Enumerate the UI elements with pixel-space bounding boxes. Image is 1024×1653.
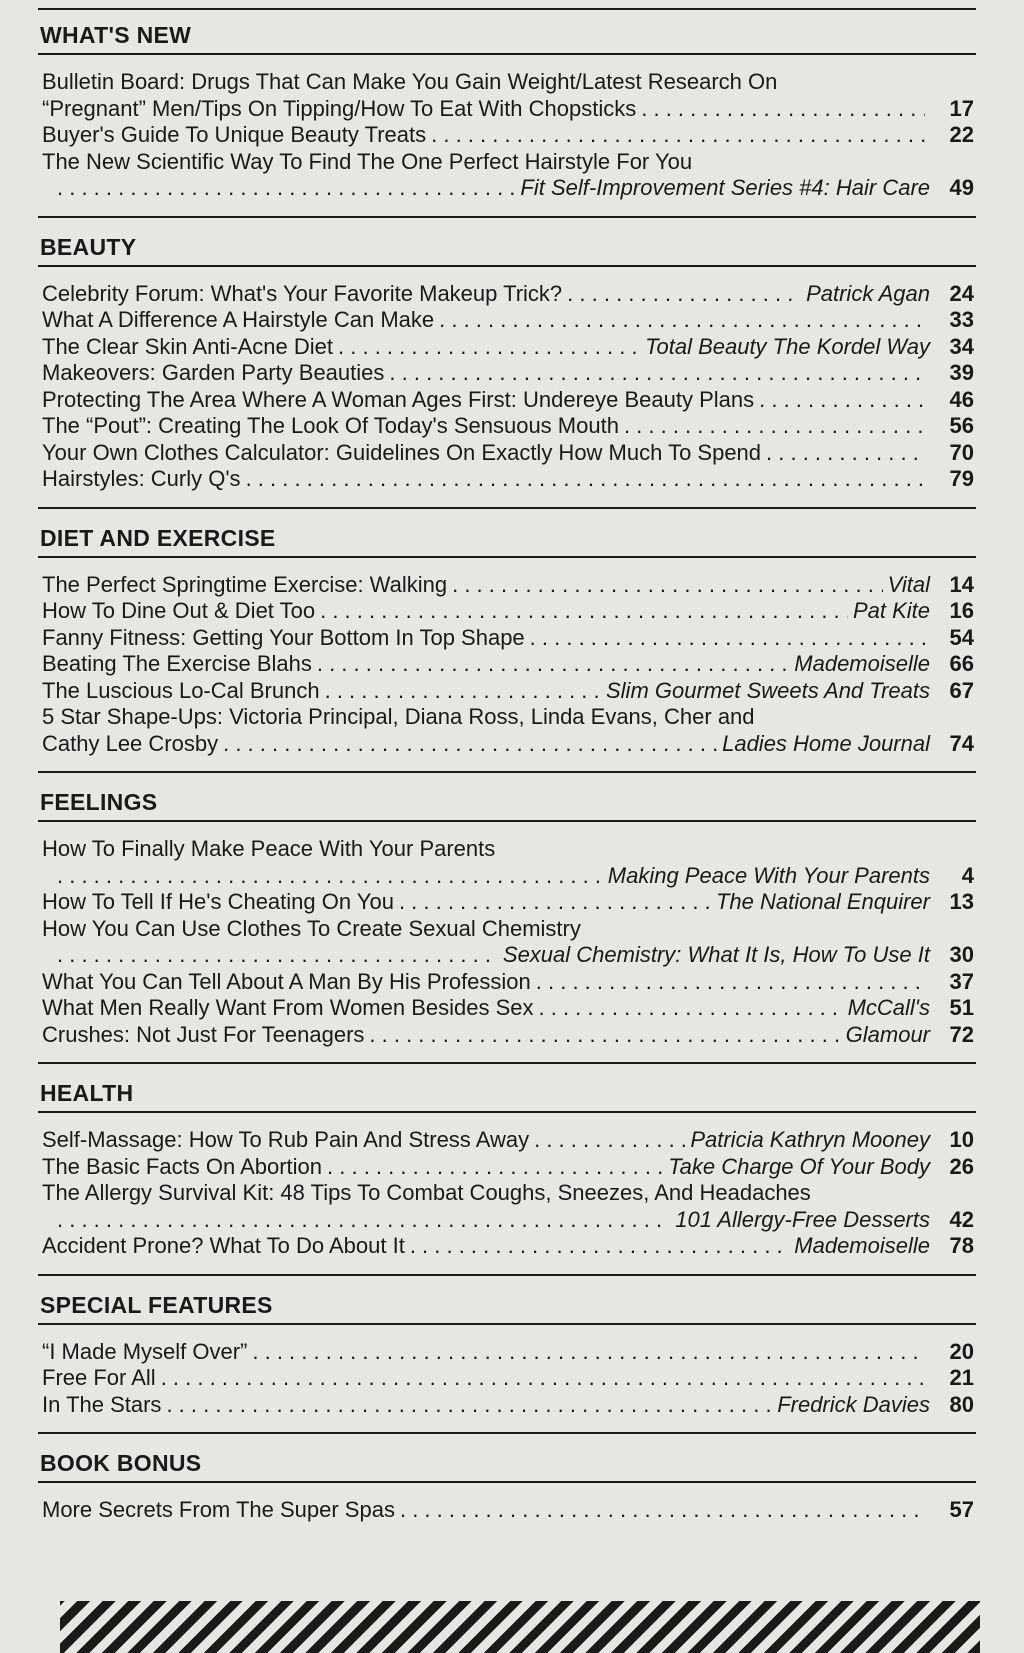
entry-title: Hairstyles: Curly Q's (42, 466, 241, 491)
toc-entry (42, 651, 974, 678)
entry-title: The Luscious Lo-Cal Brunch (42, 677, 320, 703)
entry-title: How To Tell If He's Cheating On You (42, 889, 394, 914)
entry-source: Pat Kite (852, 598, 930, 623)
toc-entry (42, 69, 974, 122)
entry-line (42, 1207, 974, 1234)
dot-leader (369, 1022, 840, 1049)
dot-leader (57, 1207, 670, 1234)
page-number: 24 (949, 280, 974, 306)
page-number: 14 (949, 571, 974, 597)
entry-source: Glamour (845, 1021, 930, 1047)
section-divider (38, 507, 976, 509)
entry-title: Bulletin Board: Drugs That Can Make You Gain Weight/Latest Research On (42, 69, 778, 94)
section-divider (38, 1432, 976, 1434)
section-divider (38, 216, 976, 218)
toc-entry (42, 334, 974, 361)
page-number: 56 (949, 413, 974, 438)
page-number: 17 (949, 95, 974, 121)
entry-line (42, 889, 974, 916)
entry-line (42, 916, 974, 943)
entry-title: How To Dine Out & Diet Too (42, 598, 316, 623)
toc-entry (42, 1497, 974, 1524)
page-number: 16 (949, 598, 974, 623)
page-number: 4 (961, 862, 974, 888)
section-title: SPECIAL FEATURES (38, 1292, 976, 1325)
entry-line (42, 307, 974, 334)
page-number: 51 (949, 995, 974, 1020)
entry-title: Your Own Clothes Calculator: Guidelines On Exactly How Much To Spend (42, 439, 762, 465)
page-number: 13 (949, 889, 974, 914)
entry-line (42, 440, 974, 467)
dot-leader (410, 1233, 789, 1260)
toc-entry (42, 413, 974, 440)
entry-title: Self-Massage: How To Rub Pain And Stress Away (42, 1127, 530, 1152)
entry-line (42, 1127, 974, 1154)
toc-entry (42, 466, 974, 493)
entry-source: Making Peace With Your Parents (607, 862, 930, 888)
entry-source: Ladies Home Journal (722, 730, 930, 756)
entry-title: What You Can Tell About A Man By His Profession (42, 968, 531, 994)
page-number: 72 (949, 1021, 974, 1047)
dot-leader (452, 572, 882, 599)
entry-source: Take Charge Of Your Body (668, 1153, 930, 1179)
entry-line (42, 149, 974, 176)
entry-line (42, 175, 974, 202)
toc-entry (42, 1233, 974, 1260)
page-number: 49 (949, 175, 974, 200)
entry-line (42, 360, 974, 387)
entry-line (42, 387, 974, 414)
entry-title: Cathy Lee Crosby (42, 730, 219, 756)
toc-entry (42, 387, 974, 414)
dot-leader (325, 678, 601, 705)
entry-title: Protecting The Area Where A Woman Ages First: Undereye Beauty Plans (42, 386, 755, 412)
toc-entry (42, 1365, 974, 1392)
entry-list (38, 281, 976, 493)
entry-list (38, 1339, 976, 1419)
entry-line (42, 678, 974, 705)
toc-section (38, 525, 976, 774)
entry-title: What A Difference A Hairstyle Can Make (42, 307, 435, 332)
entry-title: Beating The Exercise Blahs (42, 651, 312, 676)
entry-line (42, 281, 974, 308)
entry-title: Accident Prone? What To Do About It (42, 1233, 405, 1258)
entry-line (42, 1365, 974, 1392)
page-number: 33 (949, 307, 974, 332)
dot-leader (539, 995, 843, 1022)
page-number: 66 (949, 651, 974, 676)
entry-line (42, 836, 974, 863)
toc-entry (42, 440, 974, 467)
entry-source: Fit Self-Improvement Series #4: Hair Care (520, 175, 930, 200)
toc-entry (42, 1392, 974, 1419)
toc-entry (42, 1339, 974, 1366)
top-rule (38, 8, 976, 10)
dot-leader (399, 889, 711, 916)
dot-leader (252, 1339, 925, 1366)
entry-source: Vital (887, 571, 930, 597)
entry-title: The “Pout”: Creating The Look Of Today's Sensuous Mouth (42, 413, 619, 438)
section-divider (38, 771, 976, 773)
section-divider (38, 1062, 976, 1064)
toc-section (38, 1080, 976, 1276)
page-number: 67 (949, 677, 974, 703)
page-number: 34 (949, 333, 974, 359)
section-title: WHAT'S NEW (38, 22, 976, 55)
dot-leader (57, 863, 603, 890)
entry-list (38, 1127, 976, 1260)
page-number: 46 (949, 386, 974, 412)
entry-title: What Men Really Want From Women Besides Sex (42, 995, 534, 1020)
entry-title: Fanny Fitness: Getting Your Bottom In Top Shape (42, 624, 525, 650)
entry-source: Sexual Chemistry: What It Is, How To Use It (502, 942, 930, 967)
page-number: 54 (949, 624, 974, 650)
page-number: 42 (949, 1206, 974, 1232)
entry-source: Fredrick Davies (777, 1391, 930, 1417)
toc-entry (42, 149, 974, 202)
toc-entry (42, 678, 974, 705)
entry-line (42, 466, 974, 493)
page-number: 74 (949, 730, 974, 756)
dot-leader (439, 307, 925, 334)
toc-entry (42, 1180, 974, 1233)
toc-entry (42, 1127, 974, 1154)
dot-leader (57, 175, 515, 202)
page-number: 39 (949, 360, 974, 385)
dot-leader (530, 625, 925, 652)
toc-entry (42, 1022, 974, 1049)
entry-line (42, 1392, 974, 1419)
toc-entry (42, 572, 974, 599)
toc-entry (42, 307, 974, 334)
entry-line (42, 1339, 974, 1366)
toc-entry (42, 281, 974, 308)
dot-leader (246, 466, 925, 493)
entry-source: Total Beauty The Kordel Way (645, 333, 930, 359)
entry-line (42, 625, 974, 652)
dot-leader (320, 598, 848, 625)
toc-section (38, 22, 976, 218)
page-number: 30 (949, 942, 974, 967)
toc-section (38, 234, 976, 509)
dot-leader (327, 1154, 663, 1181)
entry-line (42, 1154, 974, 1181)
entry-line (42, 1497, 974, 1524)
entry-title: “Pregnant” Men/Tips On Tipping/How To Eat With Chopsticks (42, 95, 637, 121)
entry-line (42, 334, 974, 361)
entry-title: The New Scientific Way To Find The One Perfect Hairstyle For You (42, 148, 693, 174)
dot-leader (431, 122, 925, 149)
dot-leader (536, 969, 925, 996)
entry-line (42, 863, 974, 890)
dot-leader (766, 440, 925, 467)
toc-entry (42, 916, 974, 969)
dot-leader (400, 1497, 925, 1524)
section-title: FEELINGS (38, 789, 976, 822)
dot-leader (567, 281, 801, 308)
dot-leader (338, 334, 640, 361)
entry-title: Buyer's Guide To Unique Beauty Treats (42, 122, 427, 147)
entry-title: “I Made Myself Over” (42, 1338, 248, 1364)
page-number: 20 (949, 1338, 974, 1364)
entry-title: Celebrity Forum: What's Your Favorite Makeup Trick? (42, 280, 563, 306)
dot-leader (534, 1127, 685, 1154)
entry-title: Free For All (42, 1365, 156, 1390)
toc-entry (42, 995, 974, 1022)
toc-entry (42, 122, 974, 149)
entry-line (42, 731, 974, 758)
toc-section (38, 1450, 976, 1524)
dot-leader (641, 96, 925, 123)
toc-section (38, 1292, 976, 1435)
entry-source: Slim Gourmet Sweets And Treats (606, 677, 930, 703)
decorative-stripe-bar (60, 1601, 980, 1653)
entry-line (42, 704, 974, 731)
entry-list (38, 836, 976, 1048)
section-title: BEAUTY (38, 234, 976, 267)
dot-leader (389, 360, 925, 387)
toc-entry (42, 836, 974, 889)
entry-title: The Basic Facts On Abortion (42, 1153, 323, 1179)
entry-line (42, 413, 974, 440)
page-number: 21 (949, 1365, 974, 1390)
entry-source: Mademoiselle (794, 1233, 930, 1258)
entry-title: In The Stars (42, 1391, 162, 1417)
page-number: 79 (949, 466, 974, 491)
page-number: 70 (949, 439, 974, 465)
toc-entry (42, 625, 974, 652)
toc-entry (42, 889, 974, 916)
dot-leader (161, 1365, 925, 1392)
entry-source: The National Enquirer (715, 889, 930, 914)
section-title: HEALTH (38, 1080, 976, 1113)
entry-title: The Allergy Survival Kit: 48 Tips To Combat Coughs, Sneezes, And Headaches (42, 1180, 811, 1205)
entry-line (42, 1233, 974, 1260)
entry-title: Crushes: Not Just For Teenagers (42, 1021, 365, 1047)
dot-leader (317, 651, 789, 678)
entry-title: The Clear Skin Anti-Acne Diet (42, 333, 334, 359)
dot-leader (223, 731, 717, 758)
page-number: 37 (949, 968, 974, 994)
page-number: 57 (949, 1497, 974, 1522)
section-title: BOOK BONUS (38, 1450, 976, 1483)
entry-title: 5 Star Shape-Ups: Victoria Principal, Diana Ross, Linda Evans, Cher and (42, 704, 755, 729)
entry-line (42, 1180, 974, 1207)
dot-leader (57, 942, 498, 969)
entry-source: Patrick Agan (806, 280, 930, 306)
page-number: 26 (949, 1153, 974, 1179)
toc-entry (42, 969, 974, 996)
toc-entry (42, 598, 974, 625)
dot-leader (624, 413, 925, 440)
entry-line (42, 969, 974, 996)
entry-line (42, 1022, 974, 1049)
entry-line (42, 995, 974, 1022)
section-title: DIET AND EXERCISE (38, 525, 976, 558)
entry-list (38, 69, 976, 202)
page-number: 80 (949, 1391, 974, 1417)
entry-title: Makeovers: Garden Party Beauties (42, 360, 385, 385)
entry-source: McCall's (847, 995, 930, 1020)
entry-line (42, 942, 974, 969)
entry-source: 101 Allergy-Free Desserts (675, 1206, 930, 1232)
entry-source: Patricia Kathryn Mooney (690, 1127, 930, 1152)
entry-list (38, 1497, 976, 1524)
toc-entry (42, 360, 974, 387)
toc-sections (38, 22, 976, 1524)
entry-title: More Secrets From The Super Spas (42, 1497, 395, 1522)
entry-line (42, 122, 974, 149)
page-number: 22 (949, 122, 974, 147)
entry-line (42, 651, 974, 678)
entry-title: How To Finally Make Peace With Your Parents (42, 836, 496, 861)
section-divider (38, 1274, 976, 1276)
toc-entry (42, 1154, 974, 1181)
entry-line (42, 572, 974, 599)
dot-leader (166, 1392, 772, 1419)
dot-leader (759, 387, 925, 414)
entry-title: The Perfect Springtime Exercise: Walking (42, 571, 448, 597)
entry-line (42, 598, 974, 625)
entry-source: Mademoiselle (794, 651, 930, 676)
entry-title: How You Can Use Clothes To Create Sexual Chemistry (42, 915, 581, 941)
page-number: 10 (949, 1127, 974, 1152)
entry-list (38, 572, 976, 758)
toc-entry (42, 704, 974, 757)
page-number: 78 (949, 1233, 974, 1258)
toc-section (38, 789, 976, 1064)
entry-line (42, 69, 974, 96)
entry-line (42, 96, 974, 123)
